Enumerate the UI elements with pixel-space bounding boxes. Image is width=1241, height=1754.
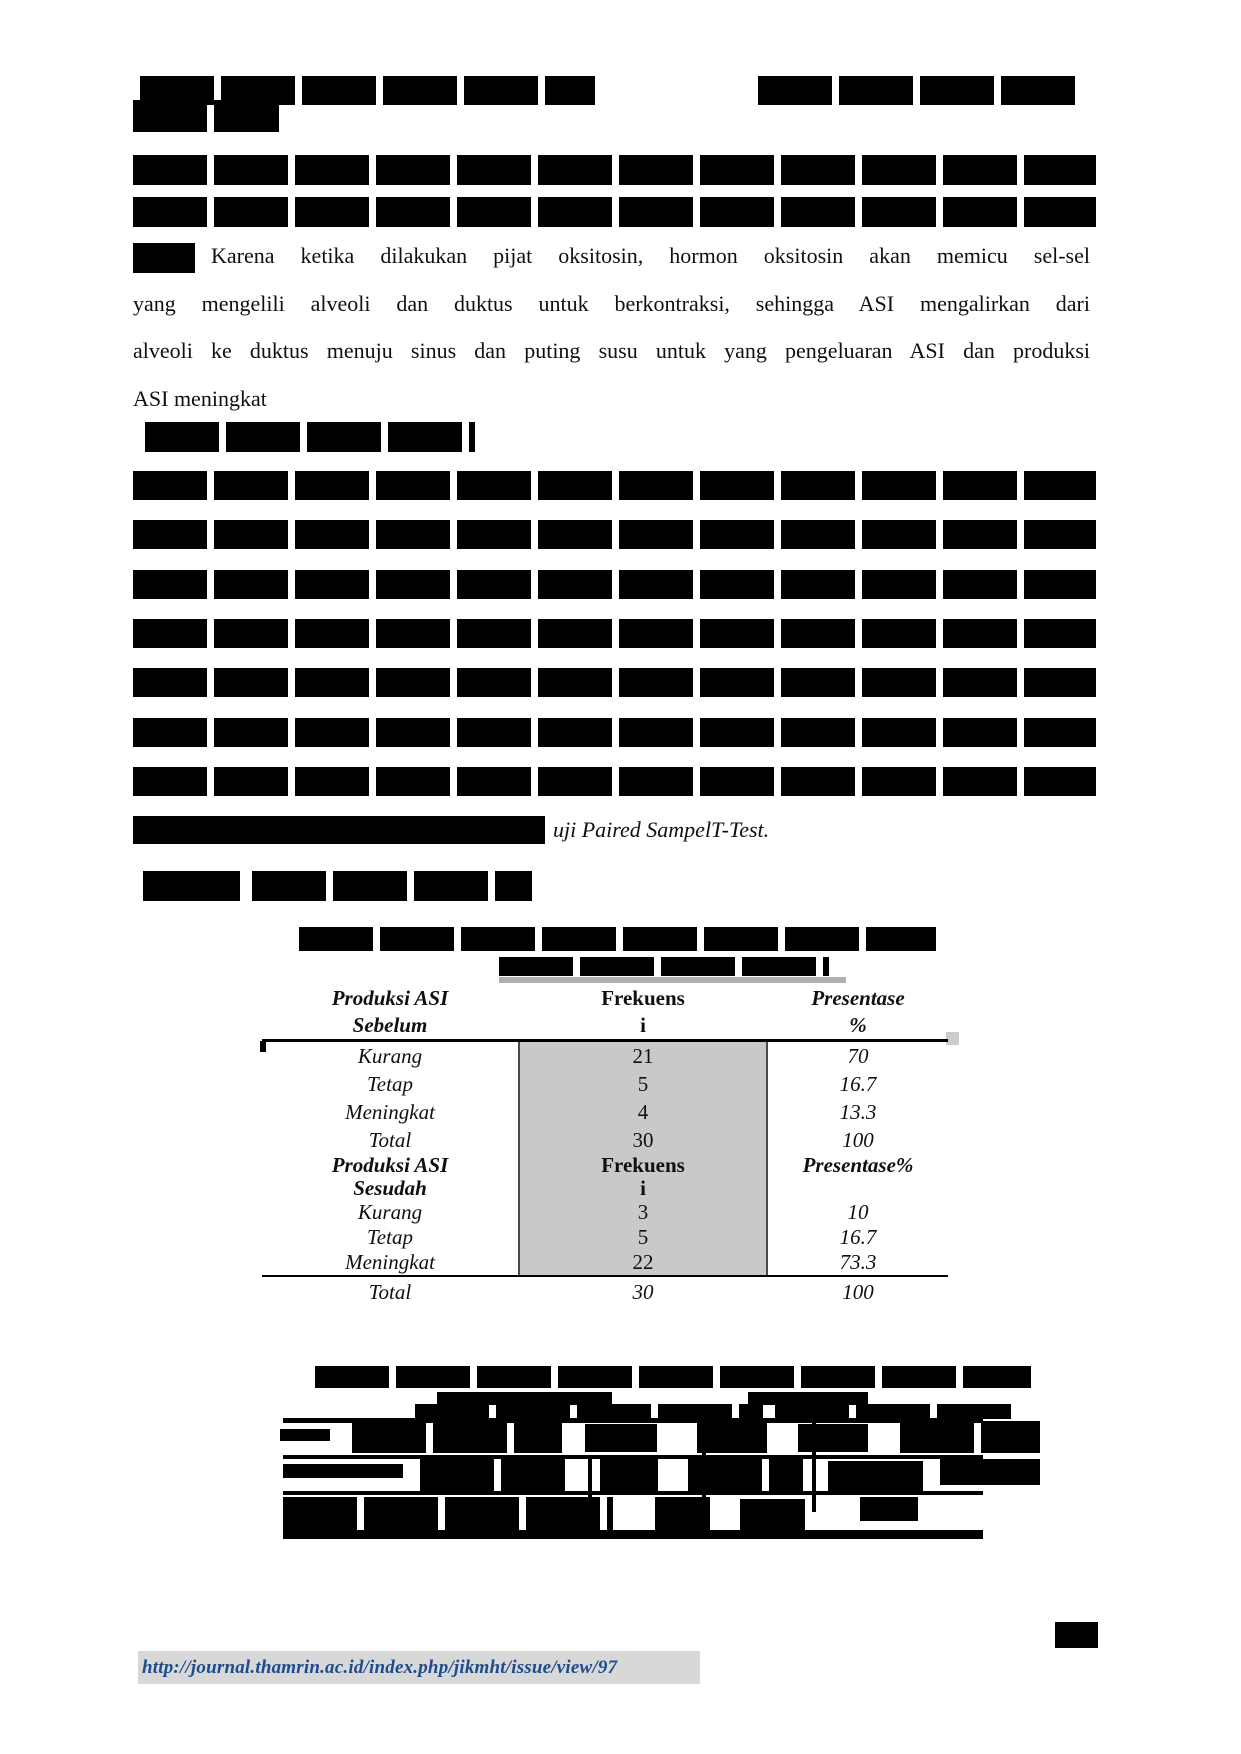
table-cell-label: Total [368,1280,412,1304]
redacted-cell [860,1497,918,1521]
table-cell-presentase: 10 [847,1200,869,1224]
redacted-cell [283,1497,613,1534]
redacted-cell [697,1421,767,1453]
redacted-cell [798,1424,868,1452]
table-cell-presentase: 73.3 [839,1250,877,1274]
table-cell-label: Kurang [357,1044,423,1068]
table-cell-label: Tetap [367,1072,413,1096]
table2-vline [588,1455,592,1532]
table-row [262,1225,948,1250]
intro-line-3: alveoli ke duktus menuju sinus dan puting susu untuk yang pengeluaran ASI dan produksi [133,338,1090,363]
header-text: i [640,1013,646,1037]
header-cell-frekuensi-after [518,1154,768,1200]
redacted-body-line [133,668,1096,697]
table-cell-presentase: 16.7 [839,1072,877,1096]
redacted-inline-text [133,816,545,844]
table-row [262,1042,948,1070]
header-cell-presentase-after [768,1154,948,1200]
header-text: Frekuens [601,986,685,1010]
redacted-body-line [133,767,1096,796]
redacted-body-line [133,718,1096,747]
redacted-cell [420,1459,565,1491]
redacted-section-heading-metode [145,422,475,452]
redacted-body-line [133,619,1096,648]
redacted-author-line-1 [133,155,1096,185]
table-row-total-after [262,1277,948,1307]
redacted-author-line-2 [133,197,1096,227]
methods-tail-line [133,814,1090,846]
footer-url-link[interactable]: http://journal.thamrin.ac.id/index.php/jikmht/issue/view/97 [142,1656,618,1678]
table-cell-frekuensi: 21 [518,1042,768,1070]
intro-line-1: Karena ketika dilakukan pijat oksitosin, hormon oksitosin akan memicu sel-sel [211,243,1090,268]
redacted-body-line [133,471,1096,500]
redacted-table1-caption-line2 [499,957,829,976]
redacted-cell [600,1459,658,1491]
header-text: Sebelum [352,1013,428,1037]
header-text: Sesudah [353,1176,427,1200]
header-text: % [849,1013,867,1037]
header-text: Produksi ASI [331,1154,449,1177]
header-text: Frekuens [601,1154,685,1177]
methods-tail-text: uji Paired SampelT-Test. [553,817,770,842]
redacted-cell [900,1421,1040,1453]
table-cell-frekuensi: 30 [632,1280,654,1304]
table-cell-label: Meningkat [345,1250,435,1274]
table-cell-frekuensi: 30 [518,1126,768,1154]
header-cell-presentase [768,985,948,1039]
table-cell-frekuensi: 5 [518,1070,768,1098]
redacted-table1-caption-line1 [299,927,936,951]
redacted-section-heading-hasil-2 [252,871,532,901]
footer-url-highlight [138,1651,700,1684]
table-cell-presentase: 100 [842,1280,874,1304]
table-cell-frekuensi: 3 [518,1200,768,1225]
header-text: Presentase% [802,1154,914,1177]
table-cell-label: Total [368,1128,412,1152]
header-text: Produksi ASI [331,986,449,1010]
table-cell-presentase: 70 [847,1044,869,1068]
table-row [262,1070,948,1098]
table2-vline [702,1418,706,1532]
table-header-before [262,985,948,1042]
redacted-title-sub [133,100,279,132]
header-cell-produksi-sesudah [262,1154,518,1200]
table2-bottom-rule [283,1530,983,1539]
redacted-cell [828,1461,923,1491]
redacted-body-line [133,570,1096,599]
redacted-cell [352,1421,562,1453]
table-row-total-before [262,1126,948,1154]
table-cell-presentase: 100 [842,1128,874,1152]
table-cell-frekuensi: 4 [518,1098,768,1126]
frequency-table [262,985,948,1307]
table-cell-presentase: 13.3 [839,1100,877,1124]
table-cell-label: Kurang [357,1200,423,1224]
table-row [262,1200,948,1225]
redacted-body-line [133,520,1096,549]
table-row [262,1250,948,1277]
header-text: i [640,1176,646,1200]
table-cell-label: Meningkat [345,1100,435,1124]
caption-gray-rule [499,977,846,983]
redacted-table2-caption-line1 [315,1366,1031,1388]
redacted-section-heading-hasil [143,871,240,901]
header-text: Presentase [811,986,905,1010]
redacted-cell [283,1464,403,1478]
table-cell-presentase: 16.7 [839,1225,877,1249]
redacted-table2-header-left [415,1404,763,1419]
table-cell-frekuensi: 5 [518,1225,768,1250]
intro-line-4: ASI meningkat [133,386,267,411]
table-row [262,1098,948,1126]
redacted-title-right [758,76,1080,105]
redacted-cell [280,1429,330,1441]
redacted-page-number [1055,1622,1098,1648]
table-header-after [262,1154,948,1200]
intro-line-2: yang mengelili alveoli dan duktus untuk berkontraksi, sehingga ASI mengalirkan dari [133,291,1090,316]
table-cell-frekuensi: 22 [518,1250,768,1275]
redacted-cell [585,1424,657,1452]
header-cell-frekuensi [518,985,768,1039]
redacted-table2-header-right [775,1404,1012,1419]
header-cell-produksi-sebelum [262,985,518,1039]
table-cell-label: Tetap [367,1225,413,1249]
redacted-cell [740,1499,805,1534]
redacted-cell [940,1459,1040,1485]
table2-rule [283,1491,983,1495]
table2-vline [812,1418,816,1512]
